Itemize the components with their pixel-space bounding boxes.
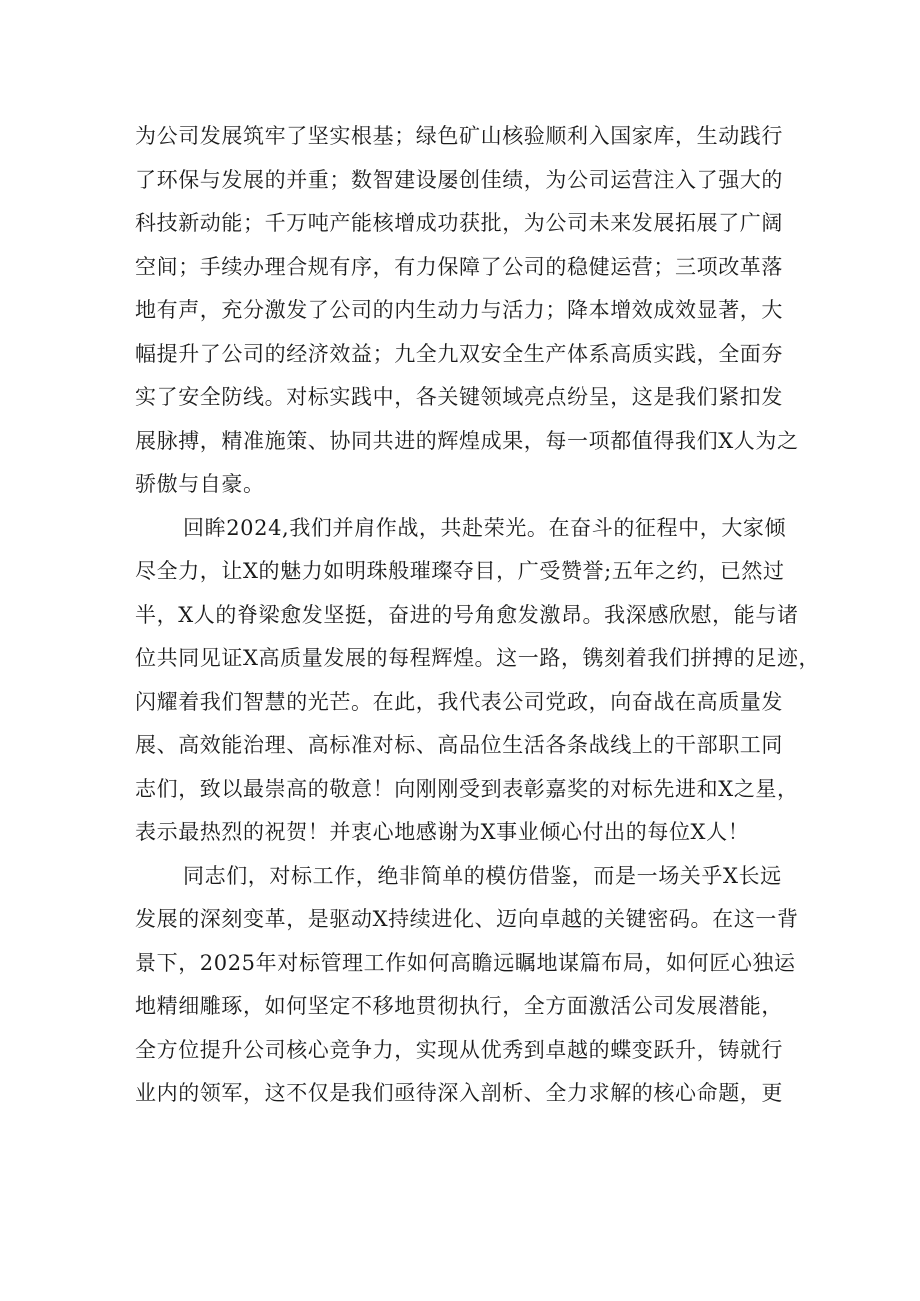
text-line: 地有声，充分激发了公司的内生动力与活力；降本增效成效显著，大 bbox=[135, 298, 783, 322]
text-line: 展、高效能治理、高标准对标、高品位生活各条战线上的干部职工同 bbox=[135, 733, 783, 757]
text-line: 空间；手续办理合规有序，有力保障了公司的稳健运营；三项改革落 bbox=[135, 254, 783, 279]
paragraph-2 bbox=[135, 507, 821, 855]
text-line: 全方位提升公司核心竞争力，实现从优秀到卓越的蝶变跃升，铸就行 bbox=[135, 1037, 783, 1062]
paragraph-1 bbox=[135, 115, 800, 507]
text-line: 半，X人的脊梁愈发坚挺，奋进的号角愈发激昂。我深感欣慰，能与诸 bbox=[135, 602, 799, 627]
text-line: 实了安全防线。对标实践中，各关键领域亮点纷呈，这是我们紧扣发 bbox=[135, 385, 783, 409]
text-line: 闪耀着我们智慧的光芒。在此，我代表公司党政，向奋战在高质量发 bbox=[135, 689, 783, 714]
text-line: 回眸2024,我们并肩作战，共赴荣光。在奋斗的征程中，大家倾 bbox=[183, 515, 787, 540]
text-line: 位共同见证X高质量发展的每程辉煌。这一路，镌刻着我们拼搏的足迹， bbox=[135, 646, 821, 670]
text-line: 骄傲与自豪。 bbox=[135, 472, 265, 496]
document-body bbox=[135, 115, 821, 1116]
text-line: 表示最热烈的祝贺！并衷心地感谢为X事业倾心付出的每位X人！ bbox=[135, 820, 750, 844]
text-line: 地精细雕琢，如何坚定不移地贯彻执行，全方面激活公司发展潜能， bbox=[135, 994, 783, 1018]
text-line: 为公司发展筑牢了坚实根基；绿色矿山核验顺利入国家库，生动践行 bbox=[135, 124, 783, 148]
text-line: 景下，2025年对标管理工作如何高瞻远瞩地谋篇布局，如何匠心独运 bbox=[135, 950, 796, 975]
text-line: 展脉搏，精准施策、协同共进的辉煌成果，每一项都值得我们X人为之 bbox=[135, 428, 799, 453]
text-line: 尽全力，让X的魅力如明珠般璀璨夺目，广受赞誉;五年之约，已然过 bbox=[135, 559, 785, 583]
text-line: 志们，致以最崇高的敬意！向刚刚受到表彰嘉奖的对标先进和X之星， bbox=[135, 776, 799, 801]
paragraph-3 bbox=[135, 855, 800, 1116]
text-line: 幅提升了公司的经济效益；九全九双安全生产体系高质实践，全面夯 bbox=[135, 341, 783, 366]
text-line: 科技新动能；千万吨产能核增成功获批，为公司未来发展拓展了广阔 bbox=[135, 211, 783, 235]
text-line: 同志们，对标工作，绝非简单的模仿借鉴，而是一场关乎X长远 bbox=[183, 863, 782, 888]
text-line: 了环保与发展的并重；数智建设屡创佳绩，为公司运营注入了强大的 bbox=[135, 167, 783, 192]
text-line: 业内的领军，这不仅是我们亟待深入剖析、全力求解的核心命题，更 bbox=[135, 1081, 783, 1105]
text-line: 发展的深刻变革，是驱动X持续进化、迈向卓越的关键密码。在这一背 bbox=[135, 907, 799, 931]
